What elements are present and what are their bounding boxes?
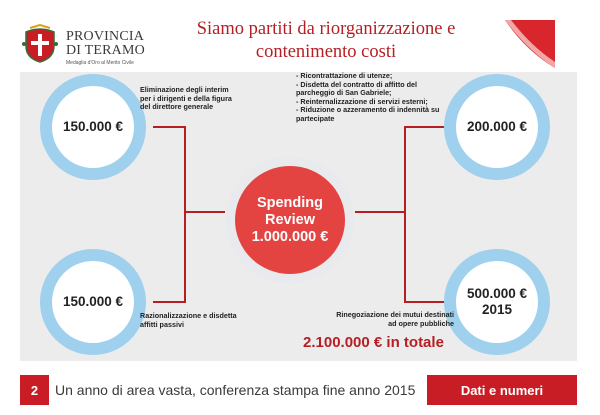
- savings-value: 200.000 €: [466, 119, 528, 134]
- footer-caption: Un anno di area vasta, conferenza stampa fine anno 2015: [55, 382, 416, 398]
- description-top-right: - Ricontrattazione di utenze; - Disdetta del contratto di affitto del parcheggio di San Gabriele; - Reinternalizzazione di servizi esterni; - Riduzione o azzeramento di indennità su partecipate: [296, 71, 440, 123]
- savings-value: 150.000 €: [62, 119, 124, 134]
- page-title: Siamo partiti da riorganizzazione e contenimento costi: [196, 19, 456, 62]
- center-amount: 1.000.000 €: [251, 228, 329, 245]
- corner-decoration: [505, 20, 555, 68]
- savings-ring-bottom-right: [444, 249, 550, 355]
- description-bottom-left: Razionalizzazione e disdetta affitti passivi: [140, 311, 237, 329]
- total-savings: 2.100.000 € in totale: [303, 334, 444, 351]
- brand-tagline: Medaglia d'Oro al Merito Civile: [66, 60, 134, 66]
- brand-name-line2: DI TERAMO: [66, 43, 145, 58]
- spending-review-circle: [225, 157, 355, 283]
- savings-ring-bottom-left: [40, 249, 146, 355]
- slide-number: 2: [20, 375, 49, 405]
- description-bottom-right: Rinegoziazione dei mutui destinati ad opere pubbliche: [336, 310, 454, 328]
- savings-ring-top-left: [40, 74, 146, 180]
- savings-year: 2015: [481, 302, 513, 317]
- savings-value: 500.000 €: [466, 286, 528, 301]
- province-crest-logo: [20, 24, 60, 64]
- section-button[interactable]: Dati e numeri: [427, 375, 577, 405]
- center-label-line1: Spending: [256, 194, 324, 211]
- brand-name-line1: PROVINCIA: [66, 29, 145, 44]
- savings-ring-top-right: [444, 74, 550, 180]
- savings-value: 150.000 €: [62, 294, 124, 309]
- description-top-left: Eliminazione degli interim per i dirigenti e della figura del direttore generale: [140, 85, 232, 112]
- center-label-line2: Review: [265, 211, 315, 228]
